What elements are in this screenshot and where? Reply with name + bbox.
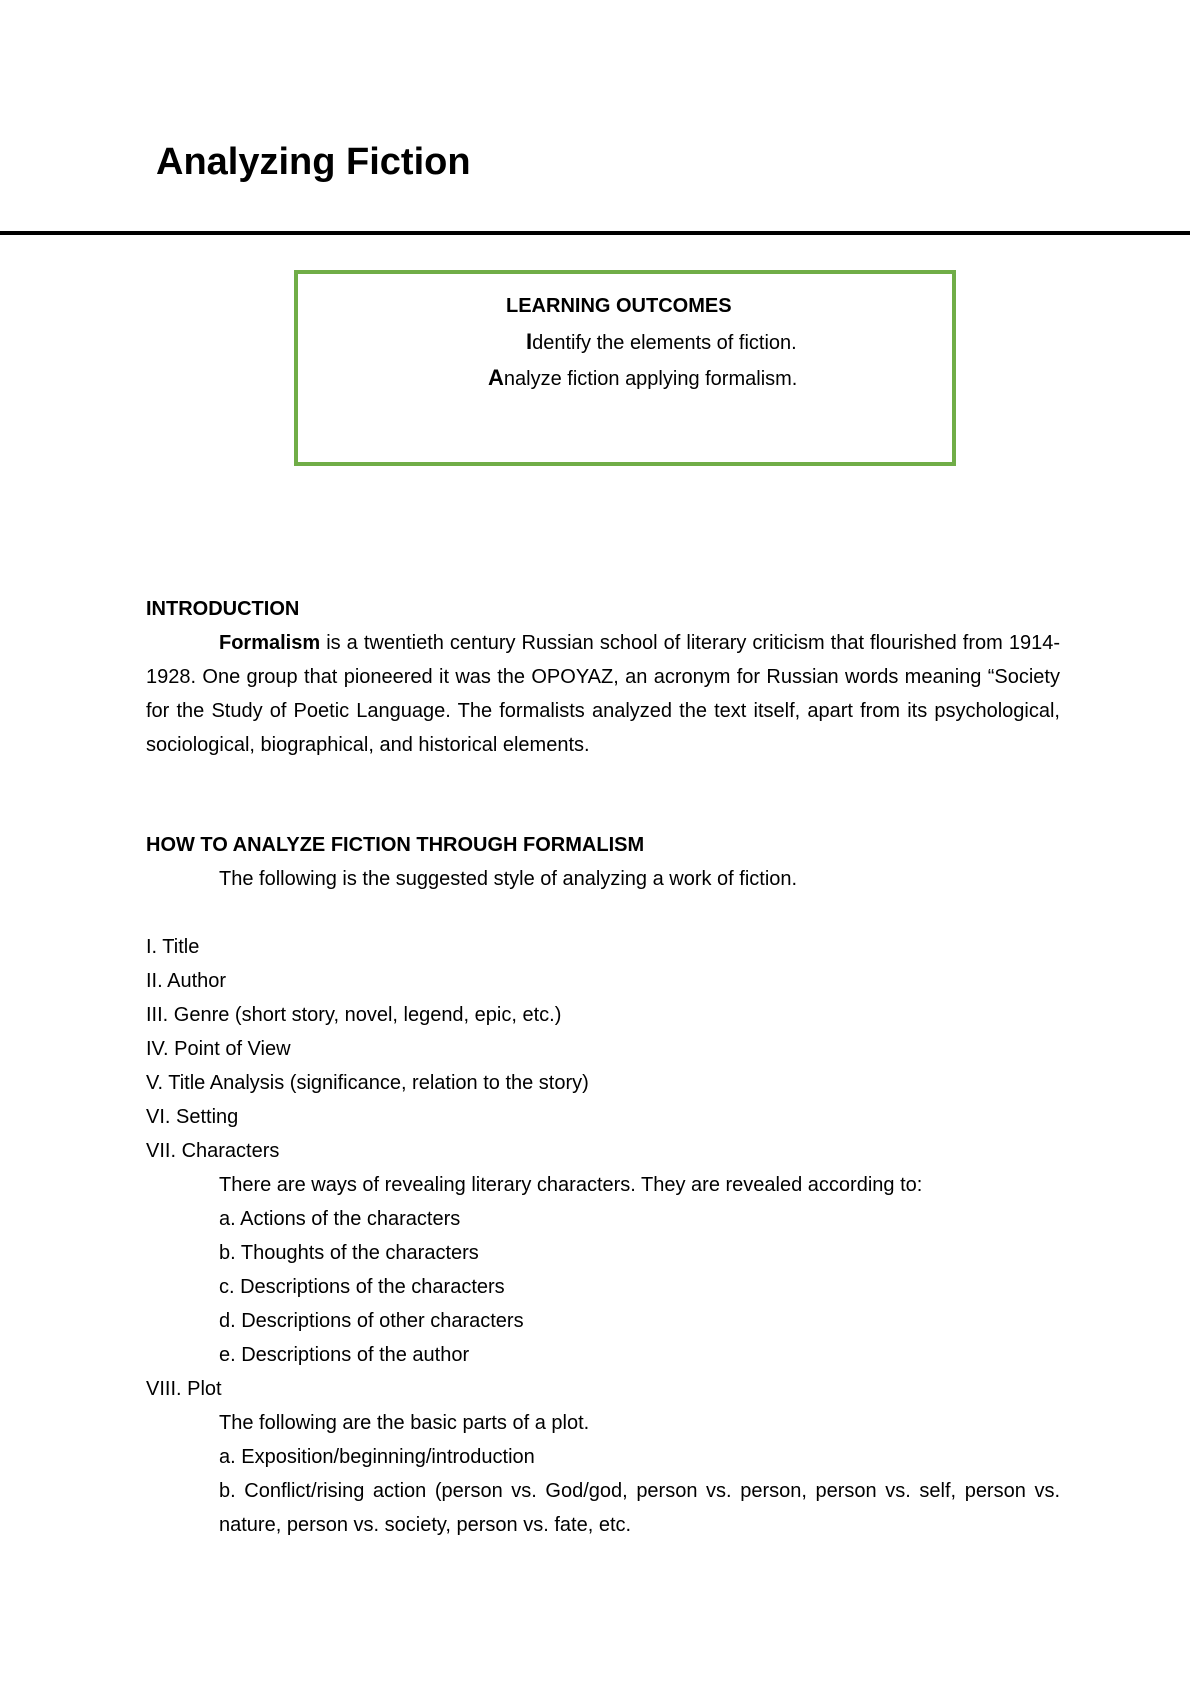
- introduction-text: is a twentieth century Russian school of literary criticism that flourished from 1914-1928. One group that pioneered it was the OPOYAZ, an acronym for Russian words meaning “Society for the Study of Poetic Language. The formalists analyzed the text itself, apart from its psychological, sociological, biographical, and historical elements.: [146, 632, 1060, 756]
- page-title: Analyzing Fiction: [156, 141, 471, 183]
- characters-subitem: a. Actions of the characters: [219, 1208, 461, 1230]
- introduction-heading: INTRODUCTION: [146, 598, 300, 620]
- outline-item-setting: VI. Setting: [146, 1106, 239, 1128]
- outcome-text: dentify the elements of fiction.: [532, 332, 797, 354]
- how-to-intro: The following is the suggested style of analyzing a work of fiction.: [219, 868, 798, 890]
- outline-item-title: I. Title: [146, 936, 200, 958]
- plot-intro: The following are the basic parts of a plot.: [219, 1412, 590, 1434]
- outcome-text: nalyze fiction applying formalism.: [503, 368, 798, 390]
- analysis-outline: [146, 930, 1060, 1542]
- outline-item-characters: VII. Characters: [146, 1140, 280, 1162]
- outline-item-plot: VIII. Plot: [146, 1378, 222, 1400]
- learning-outcomes-box: [294, 270, 956, 466]
- characters-subitem: d. Descriptions of other characters: [219, 1310, 524, 1332]
- outline-item-title-analysis: V. Title Analysis (significance, relation to the story): [146, 1072, 589, 1094]
- characters-subitem: c. Descriptions of the characters: [219, 1276, 505, 1298]
- introduction-paragraph: [146, 626, 1060, 762]
- learning-outcome-item: [526, 328, 797, 357]
- plot-subitem: a. Exposition/beginning/introduction: [219, 1446, 535, 1468]
- learning-outcome-item: [488, 364, 797, 393]
- formalism-term: Formalism: [219, 632, 321, 654]
- outcome-initial: A: [488, 365, 504, 390]
- outline-item-genre: III. Genre (short story, novel, legend, epic, etc.): [146, 1004, 562, 1026]
- characters-subitem: b. Thoughts of the characters: [219, 1242, 479, 1264]
- characters-intro: There are ways of revealing literary characters. They are revealed according to:: [219, 1174, 923, 1196]
- title-divider: [0, 231, 1190, 235]
- learning-outcomes-heading: LEARNING OUTCOMES: [506, 295, 732, 317]
- plot-subitem: b. Conflict/rising action (person vs. God/god, person vs. person, person vs. self, person vs. nature, person vs. society, person vs. fate, etc.: [219, 1480, 1060, 1536]
- outline-item-author: II. Author: [146, 970, 227, 992]
- outcome-initial: I: [526, 329, 533, 354]
- how-to-heading: HOW TO ANALYZE FICTION THROUGH FORMALISM: [146, 834, 645, 856]
- characters-subitem: e. Descriptions of the author: [219, 1344, 470, 1366]
- outline-item-point-of-view: IV. Point of View: [146, 1038, 291, 1060]
